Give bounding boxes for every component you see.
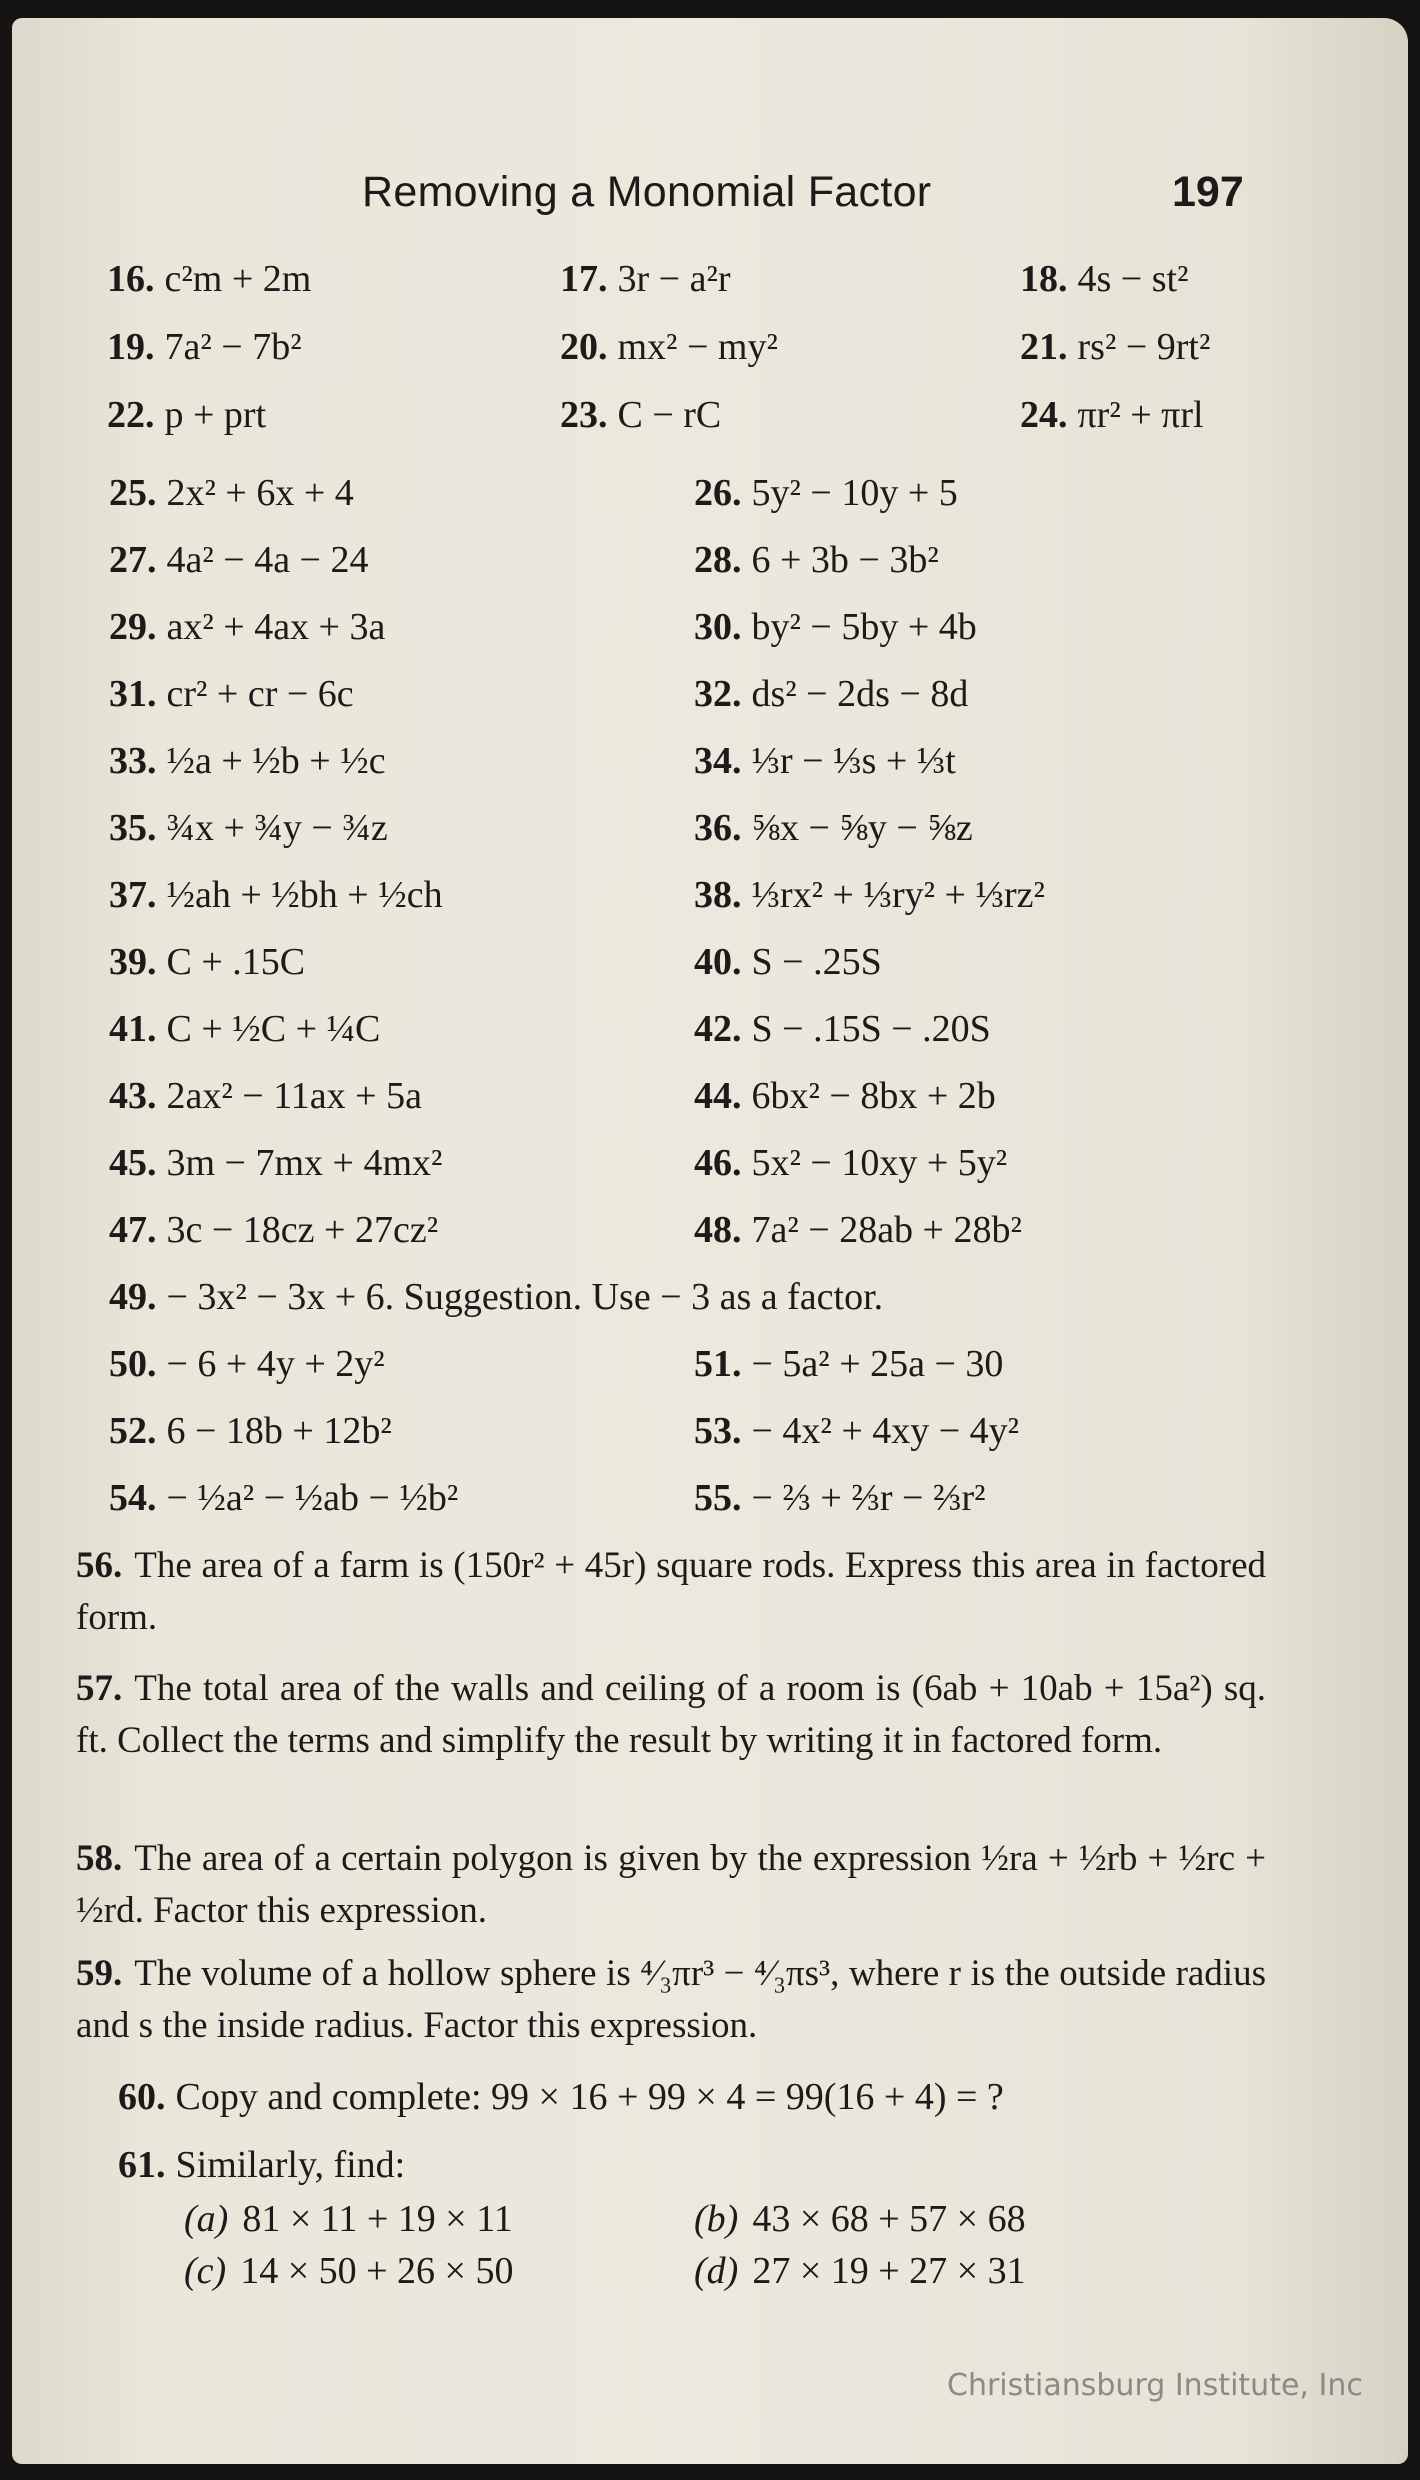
- exercise-number: 34.: [694, 740, 742, 782]
- exercise-number: 55.: [694, 1477, 742, 1519]
- exercise-expression: ax² + 4ax + 3a: [166, 606, 386, 648]
- exercise-18: [1020, 260, 1188, 298]
- exercise-expression: 6 + 3b − 3b²: [751, 539, 939, 581]
- exercise-number: 22.: [107, 394, 155, 436]
- exercise-number: 27.: [109, 539, 157, 581]
- exercise-number: 52.: [109, 1410, 157, 1452]
- exercise-expression: 3m − 7mx + 4mx²: [166, 1142, 443, 1184]
- exercise-number: 20.: [560, 326, 608, 368]
- exercise-expression: 3c − 18cz + 27cz²: [166, 1209, 439, 1251]
- exercise-55: [694, 1479, 986, 1517]
- exercise-expression: C − rC: [617, 394, 722, 436]
- exercise-expression: 2ax² − 11ax + 5a: [166, 1075, 422, 1117]
- subpart-expression: 27 × 19 + 27 × 31: [752, 2250, 1026, 2292]
- exercise-expression: − 4x² + 4xy − 4y²: [751, 1410, 1020, 1452]
- page-number: 197: [1172, 168, 1244, 216]
- exercise-expression: ½ah + ½bh + ½ch: [166, 874, 443, 916]
- exercise-number: 36.: [694, 807, 742, 849]
- problem-text: The volume of a hollow sphere is ⁴⁄₃πr³ − ⁴⁄₃πs³, where r is the outside radius and s the inside radius. Factor this expression.: [76, 1953, 1266, 2046]
- exercise-26: [694, 474, 958, 512]
- exercise-number: 35.: [109, 807, 157, 849]
- exercise-expression: S − .25S: [751, 941, 882, 983]
- subpart-a: [184, 2200, 513, 2238]
- exercise-22: [107, 396, 266, 434]
- exercise-number: 42.: [694, 1008, 742, 1050]
- exercise-number: 33.: [109, 740, 157, 782]
- exercise-27: [109, 541, 369, 579]
- subpart-c: [184, 2252, 513, 2290]
- exercise-48: [694, 1211, 1022, 1249]
- exercise-expression: 4s − st²: [1077, 258, 1189, 300]
- subpart-label: (a): [184, 2198, 229, 2240]
- exercise-47: [109, 1211, 438, 1249]
- exercise-expression: − ⅔ + ⅔r − ⅔r²: [751, 1477, 986, 1519]
- exercise-number: 32.: [694, 673, 742, 715]
- exercise-52: [109, 1412, 392, 1450]
- exercise-number: 37.: [109, 874, 157, 916]
- exercise-expression: 5y² − 10y + 5: [751, 472, 958, 514]
- exercise-50: [109, 1345, 385, 1383]
- exercise-number: 45.: [109, 1142, 157, 1184]
- exercise-expression: 5x² − 10xy + 5y²: [751, 1142, 1008, 1184]
- exercise-expression: 7a² − 7b²: [164, 326, 302, 368]
- exercise-number: 24.: [1020, 394, 1068, 436]
- exercise-expression: ds² − 2ds − 8d: [751, 673, 969, 715]
- exercise-expression: 4a² − 4a − 24: [166, 539, 369, 581]
- running-title: Removing a Monomial Factor: [362, 168, 932, 216]
- exercise-expression: C + ½C + ¼C: [166, 1008, 381, 1050]
- problem-text: The total area of the walls and ceiling of a room is (6ab + 10ab + 15a²) sq. ft. Collect the terms and simplify the result by writing it in factored form.: [76, 1668, 1266, 1761]
- problem-text: The area of a farm is (150r² + 45r) square rods. Express this area in factored form.: [76, 1545, 1266, 1638]
- exercise-number: 38.: [694, 874, 742, 916]
- exercise-expression: 2x² + 6x + 4: [166, 472, 354, 514]
- problem-60: [118, 2078, 1004, 2116]
- exercise-number: 17.: [560, 258, 608, 300]
- problem-number: 58.: [76, 1838, 123, 1879]
- exercise-54: [109, 1479, 458, 1517]
- exercise-expression: − 6 + 4y + 2y²: [166, 1343, 385, 1385]
- exercise-53: [694, 1412, 1019, 1450]
- exercise-21: [1020, 328, 1210, 366]
- exercise-number: 21.: [1020, 326, 1068, 368]
- exercise-number: 41.: [109, 1008, 157, 1050]
- exercise-31: [109, 675, 354, 713]
- exercise-expression: πr² + πrl: [1077, 394, 1204, 436]
- problem-57: [76, 1663, 1266, 1767]
- exercise-40: [694, 943, 882, 981]
- exercise-number: 47.: [109, 1209, 157, 1251]
- exercise-46: [694, 1144, 1007, 1182]
- watermark: Christiansburg Institute, Inc: [947, 2368, 1363, 2403]
- exercise-number: 46.: [694, 1142, 742, 1184]
- subpart-label: (d): [694, 2250, 739, 2292]
- exercise-expression: 6 − 18b + 12b²: [166, 1410, 392, 1452]
- problem-58: [76, 1833, 1266, 1937]
- exercise-24: [1020, 396, 1204, 434]
- exercise-16: [107, 260, 311, 298]
- subpart-b: [694, 2200, 1026, 2238]
- exercise-expression: S − .15S − .20S: [751, 1008, 991, 1050]
- exercise-43: [109, 1077, 422, 1115]
- subpart-expression: 14 × 50 + 26 × 50: [240, 2250, 514, 2292]
- exercise-number: 25.: [109, 472, 157, 514]
- subpart-label: (b): [694, 2198, 739, 2240]
- problem-59: [76, 1948, 1266, 2052]
- exercise-number: 29.: [109, 606, 157, 648]
- exercise-expression: 6bx² − 8bx + 2b: [751, 1075, 996, 1117]
- exercise-45: [109, 1144, 442, 1182]
- exercise-number: 30.: [694, 606, 742, 648]
- exercise-number: 51.: [694, 1343, 742, 1385]
- problem-61: [118, 2146, 405, 2184]
- exercise-41: [109, 1010, 380, 1048]
- exercise-28: [694, 541, 939, 579]
- exercise-32: [694, 675, 968, 713]
- exercise-number: 16.: [107, 258, 155, 300]
- exercise-expression: − 5a² + 25a − 30: [751, 1343, 1004, 1385]
- exercise-number: 39.: [109, 941, 157, 983]
- exercise-39: [109, 943, 305, 981]
- exercise-expression: ⅓rx² + ⅓ry² + ⅓rz²: [751, 874, 1045, 916]
- problem-number: 60.: [118, 2076, 166, 2118]
- exercise-expression: rs² − 9rt²: [1077, 326, 1211, 368]
- subpart-expression: 43 × 68 + 57 × 68: [752, 2198, 1026, 2240]
- exercise-44: [694, 1077, 996, 1115]
- problem-text: Copy and complete: 99 × 16 + 99 × 4 = 99(16 + 4) = ?: [175, 2076, 1004, 2118]
- problem-number: 59.: [76, 1953, 123, 1994]
- exercise-number: 44.: [694, 1075, 742, 1117]
- exercise-number: 50.: [109, 1343, 157, 1385]
- exercise-expression: c²m + 2m: [164, 258, 312, 300]
- exercise-35: [109, 809, 388, 847]
- exercise-number: 26.: [694, 472, 742, 514]
- exercise-expression: ¾x + ¾y − ¾z: [166, 807, 388, 849]
- exercise-expression: mx² − my²: [617, 326, 778, 368]
- exercise-expression: 7a² − 28ab + 28b²: [751, 1209, 1022, 1251]
- exercise-expression: − ½a² − ½ab − ½b²: [166, 1477, 459, 1519]
- exercise-number: 28.: [694, 539, 742, 581]
- exercise-expression: ⅝x − ⅝y − ⅝z: [751, 807, 973, 849]
- exercise-expression: 3r − a²r: [617, 258, 731, 300]
- exercise-expression: cr² + cr − 6c: [166, 673, 354, 715]
- subpart-d: [694, 2252, 1026, 2290]
- textbook-page: [12, 18, 1408, 2464]
- page-header: [12, 168, 1408, 228]
- exercise-17: [560, 260, 731, 298]
- subpart-expression: 81 × 11 + 19 × 11: [242, 2198, 513, 2240]
- exercise-number: 18.: [1020, 258, 1068, 300]
- exercise-number: 23.: [560, 394, 608, 436]
- exercise-25: [109, 474, 354, 512]
- subpart-label: (c): [184, 2250, 227, 2292]
- problem-text: The area of a certain polygon is given by the expression ½ra + ½rb + ½rc + ½rd. Factor this expression.: [76, 1838, 1266, 1931]
- exercise-number: 43.: [109, 1075, 157, 1117]
- exercise-49: [109, 1278, 883, 1316]
- exercise-expression: ½a + ½b + ½c: [166, 740, 386, 782]
- exercise-38: [694, 876, 1045, 914]
- problem-number: 57.: [76, 1668, 123, 1709]
- exercise-number: 48.: [694, 1209, 742, 1251]
- problem-number: 61.: [118, 2144, 166, 2186]
- exercise-number: 40.: [694, 941, 742, 983]
- problem-number: 56.: [76, 1545, 123, 1586]
- exercise-19: [107, 328, 302, 366]
- exercise-number: 19.: [107, 326, 155, 368]
- exercise-29: [109, 608, 385, 646]
- exercise-42: [694, 1010, 991, 1048]
- exercise-34: [694, 742, 956, 780]
- exercise-20: [560, 328, 778, 366]
- exercise-51: [694, 1345, 1003, 1383]
- exercise-36: [694, 809, 973, 847]
- problem-56: [76, 1540, 1266, 1644]
- exercise-expression: by² − 5by + 4b: [751, 606, 977, 648]
- exercise-33: [109, 742, 386, 780]
- exercise-number: 49.: [109, 1276, 157, 1318]
- problem-text: Similarly, find:: [175, 2144, 406, 2186]
- exercise-expression: p + prt: [164, 394, 267, 436]
- exercise-number: 54.: [109, 1477, 157, 1519]
- exercise-expression: C + .15C: [166, 941, 306, 983]
- exercise-30: [694, 608, 977, 646]
- exercise-number: 31.: [109, 673, 157, 715]
- exercise-23: [560, 396, 721, 434]
- exercise-expression: ⅓r − ⅓s + ⅓t: [751, 740, 956, 782]
- exercise-number: 53.: [694, 1410, 742, 1452]
- exercise-37: [109, 876, 443, 914]
- exercise-expression: − 3x² − 3x + 6. Suggestion. Use − 3 as a factor.: [166, 1276, 884, 1318]
